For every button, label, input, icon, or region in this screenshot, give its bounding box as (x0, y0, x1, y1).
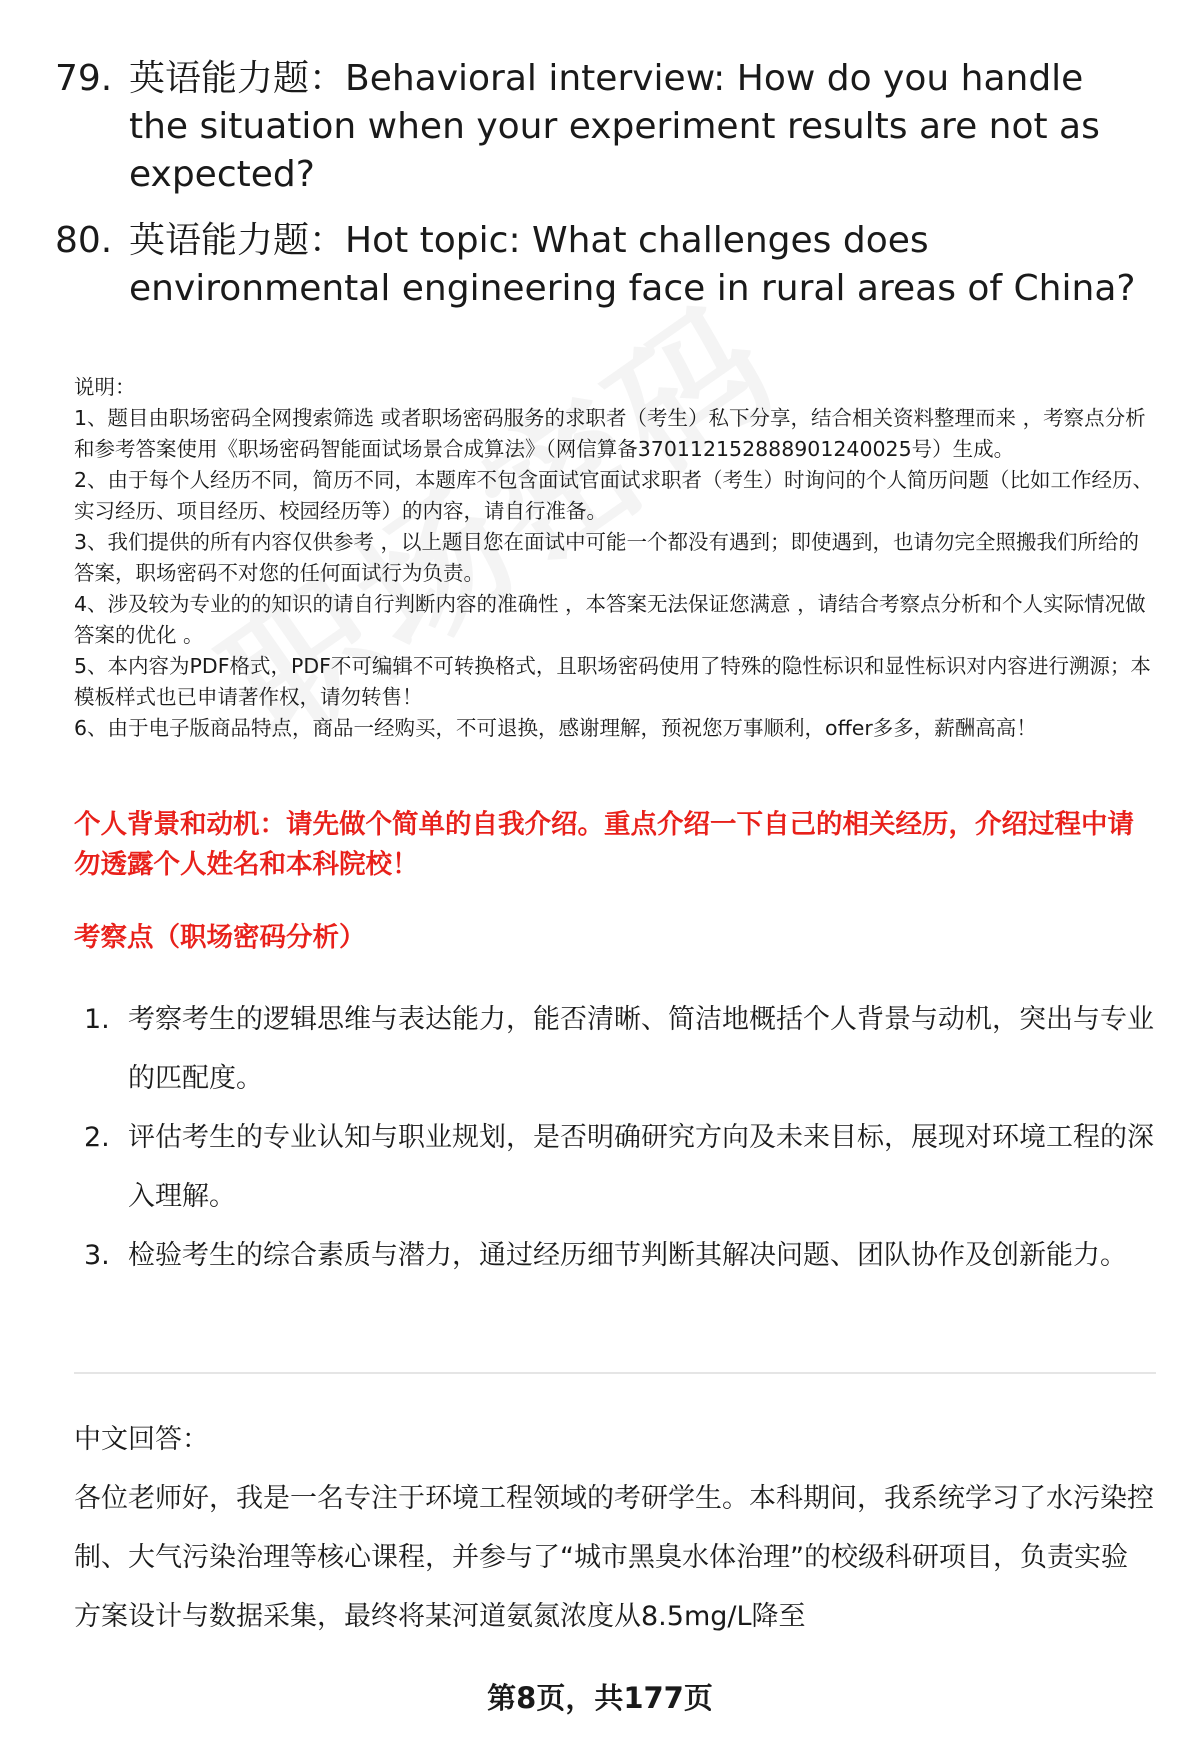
note-item: 6、由于电子版商品特点，商品一经购买，不可退换，感谢理解，预祝您万事顺利，offer多多，薪酬高高！ (74, 716, 1037, 740)
point-number: 2. (84, 1122, 110, 1153)
list-item (84, 990, 1154, 1108)
list-item (84, 1226, 1154, 1285)
point-text: 检验考生的综合素质与潜力，通过经历细节判断其解决问题、团队协作及创新能力。 (128, 1240, 1127, 1271)
section-subtitle: 考察点（职场密码分析） (74, 922, 366, 953)
question-text: 英语能力题：Hot topic: What challenges does environmental engineering face in rural areas of China? (129, 220, 1136, 309)
note-item: 1、题目由职场密码全网搜索筛选 或者职场密码服务的求职者（考生）私下分享，结合相关资料整理而来 ，考察点分析和参考答案使用《职场密码智能面试场景合成算法》（网信算备370112152888901240025号）生成。 (74, 406, 1146, 461)
question-number: 79. (55, 58, 113, 99)
answer-text: 各位老师好，我是一名专注于环境工程领域的考研学生。本科期间，我系统学习了水污染控制、大气污染治理等核心课程，并参与了“城市黑臭水体治理”的校级科研项目，负责实验方案设计与数据采集，最终将某河道氨氮浓度从8.5mg/L降至 (74, 1483, 1154, 1632)
list-item (84, 1108, 1154, 1226)
point-text: 评估考生的专业认知与职业规划，是否明确研究方向及未来目标，展现对环境工程的深入理解。 (128, 1122, 1154, 1212)
notes-heading: 说明： (74, 375, 136, 399)
page-number: 第8页，共177页 (487, 1681, 713, 1715)
note-item: 5、本内容为PDF格式，PDF不可编辑不可转换格式，且职场密码使用了特殊的隐性标识和显性标识对内容进行溯源；本模板样式也已申请著作权，请勿转售！ (74, 654, 1151, 709)
section-title: 个人背景和动机：请先做个简单的自我介绍。重点介绍一下自己的相关经历，介绍过程中请勿透露个人姓名和本科院校！ (74, 809, 1134, 880)
question-number: 80. (55, 220, 113, 261)
question-text: 英语能力题：Behavioral interview: How do you handle the situation when your experiment results are not as expected? (129, 58, 1100, 195)
analysis-points (84, 990, 1154, 1285)
note-item: 2、由于每个人经历不同，简历不同，本题库不包含面试官面试求职者（考生）时询问的个人简历问题（比如工作经历、实习经历、项目经历、校园经历等）的内容，请自行准备。 (74, 468, 1154, 523)
divider (74, 1372, 1156, 1374)
answer-label: 中文回答： (74, 1424, 209, 1455)
note-item: 3、我们提供的所有内容仅供参考 ，以上题目您在面试中可能一个都没有遇到；即使遇到，也请勿完全照搬我们所给的答案，职场密码不对您的任何面试行为负责。 (74, 530, 1140, 585)
answer-block (74, 1410, 1154, 1646)
note-item: 4、涉及较为专业的的知识的请自行判断内容的准确性 ，本答案无法保证您满意 ，请结合考察点分析和个人实际情况做答案的优化 。 (74, 592, 1146, 647)
point-text: 考察考生的逻辑思维与表达能力，能否清晰、简洁地概括个人背景与动机，突出与专业的匹配度。 (128, 1004, 1154, 1094)
disclaimer-notes (74, 372, 1154, 744)
point-number: 1. (84, 1004, 110, 1035)
point-number: 3. (84, 1240, 110, 1271)
